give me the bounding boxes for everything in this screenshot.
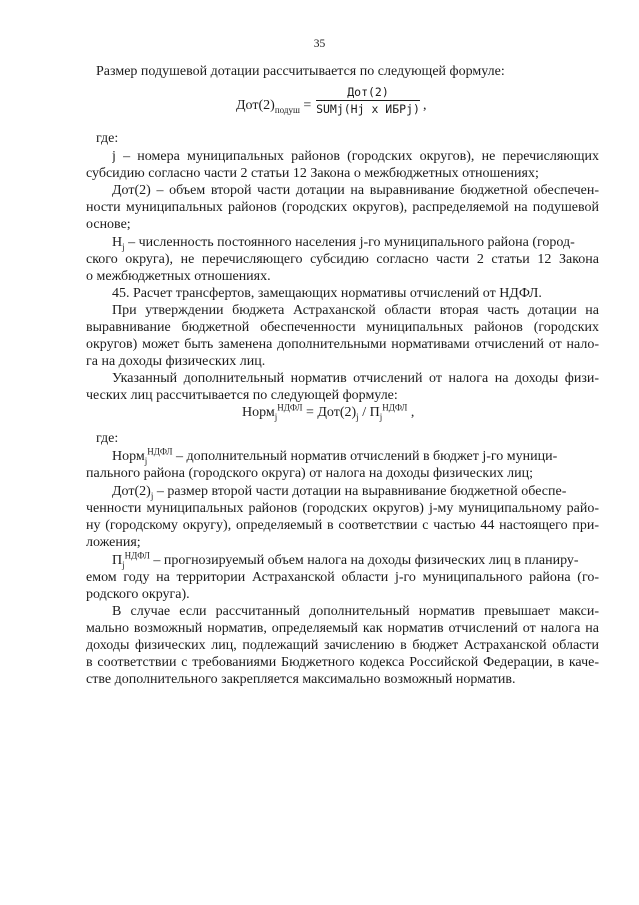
def-dot2j-line: $Дот(2)_j$ – размер второй части дотации на выравнивание бюджетной обеспе-: [112, 484, 567, 501]
def-norm-line: пального района (городского округа) от налога на доходы физических лиц;: [86, 466, 534, 481]
paragraph-line: В случае если рассчитанный дополнительный норматив превышает макси-: [112, 604, 599, 619]
formula1-denominator: SUMj(Hj x ИБРj): [316, 102, 420, 116]
def-h-line: ского округа), не перечисляющего субсидию согласно части 2 статьи 12 Закона: [86, 252, 599, 267]
page-number: 35: [313, 38, 326, 50]
paragraph-line: При утверждении бюджета Астраханской области вторая часть дотации на: [112, 303, 599, 318]
paragraph-line: ческих лиц рассчитывается по следующей формуле:: [86, 388, 398, 403]
paragraph-line: в соответствии с требованиями Бюджетного кодекса Российской Федерации, в каче-: [86, 655, 599, 670]
paragraph-line: стве дополнительного закрепляется максимально возможный норматив.: [86, 672, 516, 687]
where-label: где:: [96, 131, 119, 146]
paragraph-line: Указанный дополнительный норматив отчислений от налога на доходы физи-: [112, 371, 599, 386]
def-dot2j-line: ложения;: [86, 535, 141, 550]
formula1-fraction: [316, 85, 420, 116]
where-label: где:: [96, 431, 119, 446]
formula1-lhs: $Дот(2)_{подуш}$ =: [236, 98, 312, 115]
fraction-bar: [316, 100, 420, 101]
def-p-line: родского округа).: [86, 587, 190, 602]
formula1-comma: ,: [423, 98, 427, 113]
def-j-line: субсидию согласно части 2 статьи 12 Закона о межбюджетных отношениях;: [86, 166, 539, 181]
def-dot2-line: Дот(2) – объем второй части дотации на выравнивание бюджетной обеспечен-: [112, 183, 599, 198]
formula1-numerator: Дот(2): [347, 85, 389, 99]
def-dot2j-line: ченности муниципальных районов (городских округов) j-му муниципальному райо-: [86, 501, 599, 516]
def-dot2j-line: ну (городскому округу), определяемый в соответствии с частью 44 настоящего при-: [86, 518, 599, 533]
section-45-heading: 45. Расчет трансфертов, замещающих нормативы отчислений от НДФЛ.: [112, 286, 542, 301]
def-j-line: j – номера муниципальных районов (городских округов), не перечисляющих: [112, 149, 599, 164]
def-dot2-line: основе;: [86, 217, 131, 232]
def-p-line: $П_j^{НДФЛ}$ – прогнозируемый объем налога на доходы физических лиц в планиру-: [112, 550, 579, 570]
formula2: Норм$_j^{НДФЛ}$ = $Дот(2)_j / П_j^{НДФЛ}$ ,: [242, 402, 415, 422]
def-p-line: емом году на территории Астраханской области j-го муниципального района (го-: [86, 570, 599, 585]
def-h-line: $H_j$ – численность постоянного населения j-го муниципального района (город-: [112, 235, 575, 252]
def-h-line: о межбюджетных отношениях.: [86, 269, 271, 284]
paragraph-line: га на доходы физических лиц.: [86, 354, 266, 369]
def-dot2-line: ности муниципальных районов (городских округов), распределяемой на подушевой: [86, 200, 599, 215]
paragraph-line: округов) может быть заменена дополнительными нормативами отчислений от нало-: [86, 337, 599, 352]
paragraph-line: доходы физических лиц, подлежащий зачислению в бюджет Астраханской области: [86, 638, 599, 653]
def-norm-line: Норм$_j^{НДФЛ}$ – дополнительный норматив отчислений в бюджет j-го муници-: [112, 446, 558, 466]
paragraph-line: мально возможный норматив, определяемый как норматив отчислений от налога на: [86, 621, 599, 636]
intro-text: Размер подушевой дотации рассчитывается по следующей формуле:: [96, 64, 505, 79]
paragraph-line: выравнивание бюджетной обеспеченности муниципальных районов (городских: [86, 320, 599, 335]
